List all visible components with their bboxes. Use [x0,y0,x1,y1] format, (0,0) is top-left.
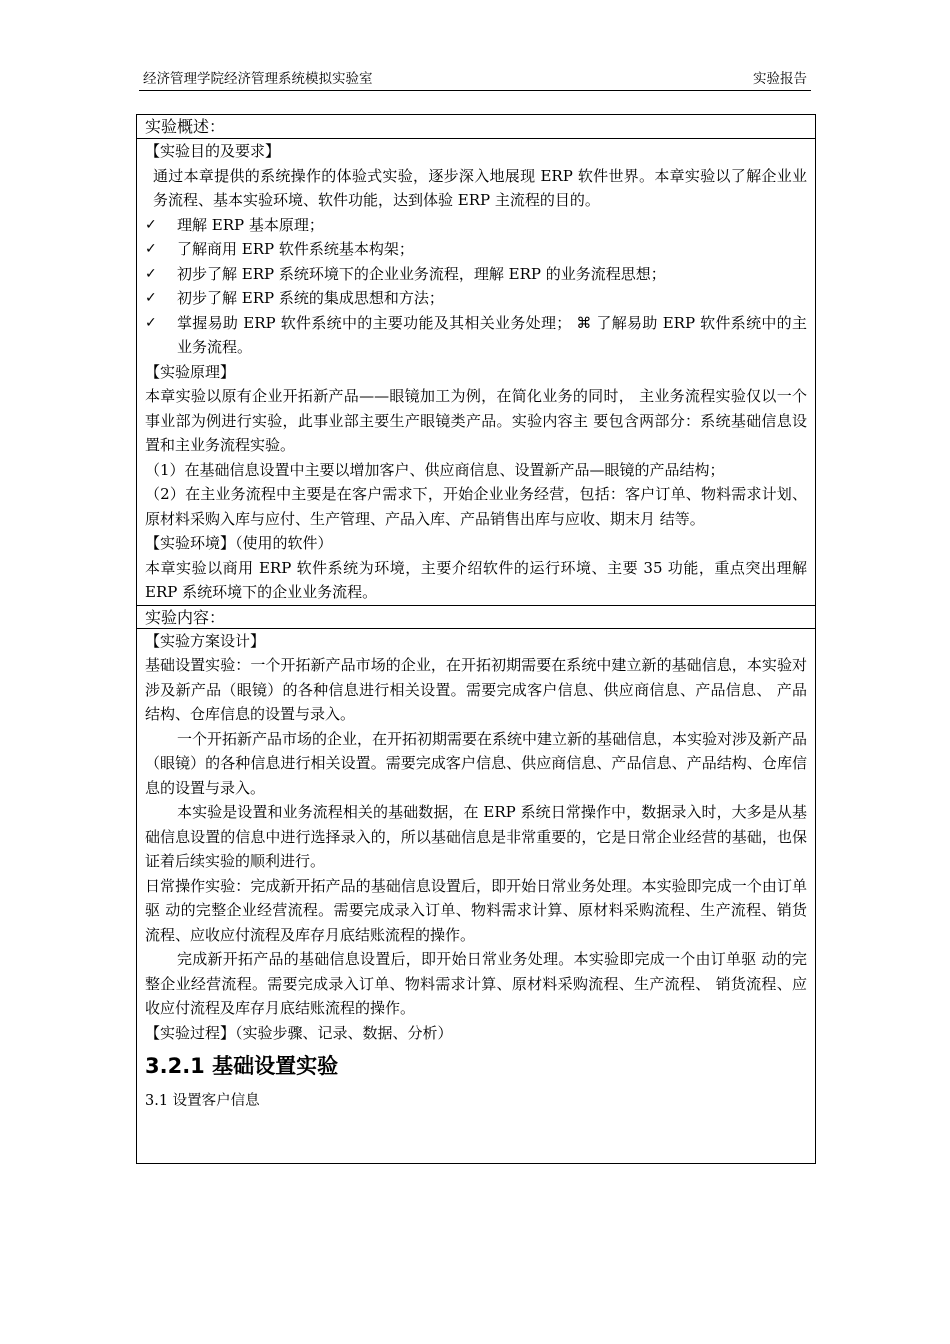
checklist-item [145,286,807,311]
overview-section-title: 实验概述： [137,115,815,139]
purpose-text: 通过本章提供的系统操作的体验式实验，逐步深入地展现 ERP 软件世界。本章实验以了解企业业务流程、基本实验环境、软件功能，达到体验 ERP 主流程的目的。 [153,166,807,209]
checklist-item-text: 初步了解 ERP 系统环境下的企业业务流程，理解 ERP 的业务流程思想； [177,264,666,283]
principle-text: 本章实验以原有企业开拓新产品——眼镜加工为例，在简化业务的同时， 主业务流程实验仅以一个事业部为例进行实验，此事业部主要生产眼镜类产品。实验内容主 要包含两部分：系统基础信息设置和主业务流程实验。 [145,387,807,454]
content-section [137,629,815,1114]
section-heading: 3.2.1 基础设置实验 [145,1054,339,1078]
checklist-item [145,262,807,287]
content-section-title: 实验内容： [137,605,815,629]
checklist-item [145,311,807,360]
header-lab-name: 经济管理学院经济管理系统模拟实验室 [143,71,373,87]
check-icon: ✓ [145,265,157,282]
purpose-heading: 【实验目的及要求】 [145,142,281,160]
report-table [136,114,816,1164]
checklist-item [145,237,807,262]
header-report-type: 实验报告 [753,71,807,87]
checklist-item [145,213,807,238]
check-icon: ✓ [145,216,157,233]
environment-heading: 【实验环境】（使用的软件） [145,534,333,552]
process-heading: 【实验过程】（实验步骤、记录、数据、分析） [145,1023,453,1042]
check-icon: ✓ [145,290,157,306]
check-icon: ✓ [145,241,157,257]
design-paragraph: 基础设置实验：一个开拓新产品市场的企业，在开拓初期需要在系统中建立新的基础信息，本实验对涉及新产品（眼镜）的各种信息进行相关设置。需要完成客户信息、供应商信息、产品信息、 产品结构、仓库信息的设置与录入。 [145,656,807,723]
objective-checklist [145,213,807,360]
check-icon: ✓ [145,314,157,331]
page-header [139,70,811,91]
design-heading: 【实验方案设计】 [145,631,266,650]
principle-heading: 【实验原理】 [145,362,236,381]
checklist-item-text: 掌握易助 ERP 软件系统中的主要功能及其相关业务处理； ⌘ 了解易助 ERP 软件系统中的主业务流程。 [177,313,807,356]
principle-item: （2）在主业务流程中主要是在客户需求下，开始企业业务经营，包括：客户订单、物料需求计划、原材料采购入库与应付、生产管理、产品入库、产品销售出库与应收、期末月 结等。 [145,485,807,528]
environment-text: 本章实验以商用 ERP 软件系统为环境，主要介绍软件的运行环境、主要 35 功能，重点突出理解 ERP 系统环境下的企业业务流程。 [145,558,807,601]
checklist-item-text: 了解商用 ERP 软件系统基本构架； [177,240,414,258]
design-paragraph: 日常操作实验：完成新开拓产品的基础信息设置后，即开始日常业务处理。本实验即完成一个由订单驱 动的完整企业经营流程。需要完成录入订单、物料需求计算、原材料采购流程、生产流程、销货流程、应收应付流程及库存月底结账流程的操作。 [145,876,807,944]
design-paragraph: 本实验是设置和业务流程相关的基础数据，在 ERP 系统日常操作中，数据录入时，大多是从基础信息设置的信息中进行选择录入的，所以基础信息是非常重要的，它是日常企业经营的基础，也保证着后续实验的顺利进行。 [145,803,807,870]
design-paragraph: 完成新开拓产品的基础信息设置后，即开始日常业务处理。本实验即完成一个由订单驱 动的完整企业经营流程。需要完成录入订单、物料需求计算、原材料采购流程、生产流程、 销货流程、应收应付流程及库存月底结账流程的操作。 [145,950,807,1017]
checklist-item-text: 理解 ERP 基本原理； [177,215,324,234]
sub-item: 3.1 设置客户信息 [145,1093,260,1109]
checklist-item-text: 初步了解 ERP 系统的集成思想和方法； [177,289,444,307]
overview-section [137,139,815,605]
design-paragraph: 一个开拓新产品市场的企业，在开拓初期需要在系统中建立新的基础信息，本实验对涉及新产品（眼镜）的各种信息进行相关设置。需要完成客户信息、供应商信息、产品信息、产品结构、仓库信息的设置与录入。 [145,729,808,797]
principle-item: （1）在基础信息设置中主要以增加客户、供应商信息、设置新产品—眼镜的产品结构； [145,460,725,479]
